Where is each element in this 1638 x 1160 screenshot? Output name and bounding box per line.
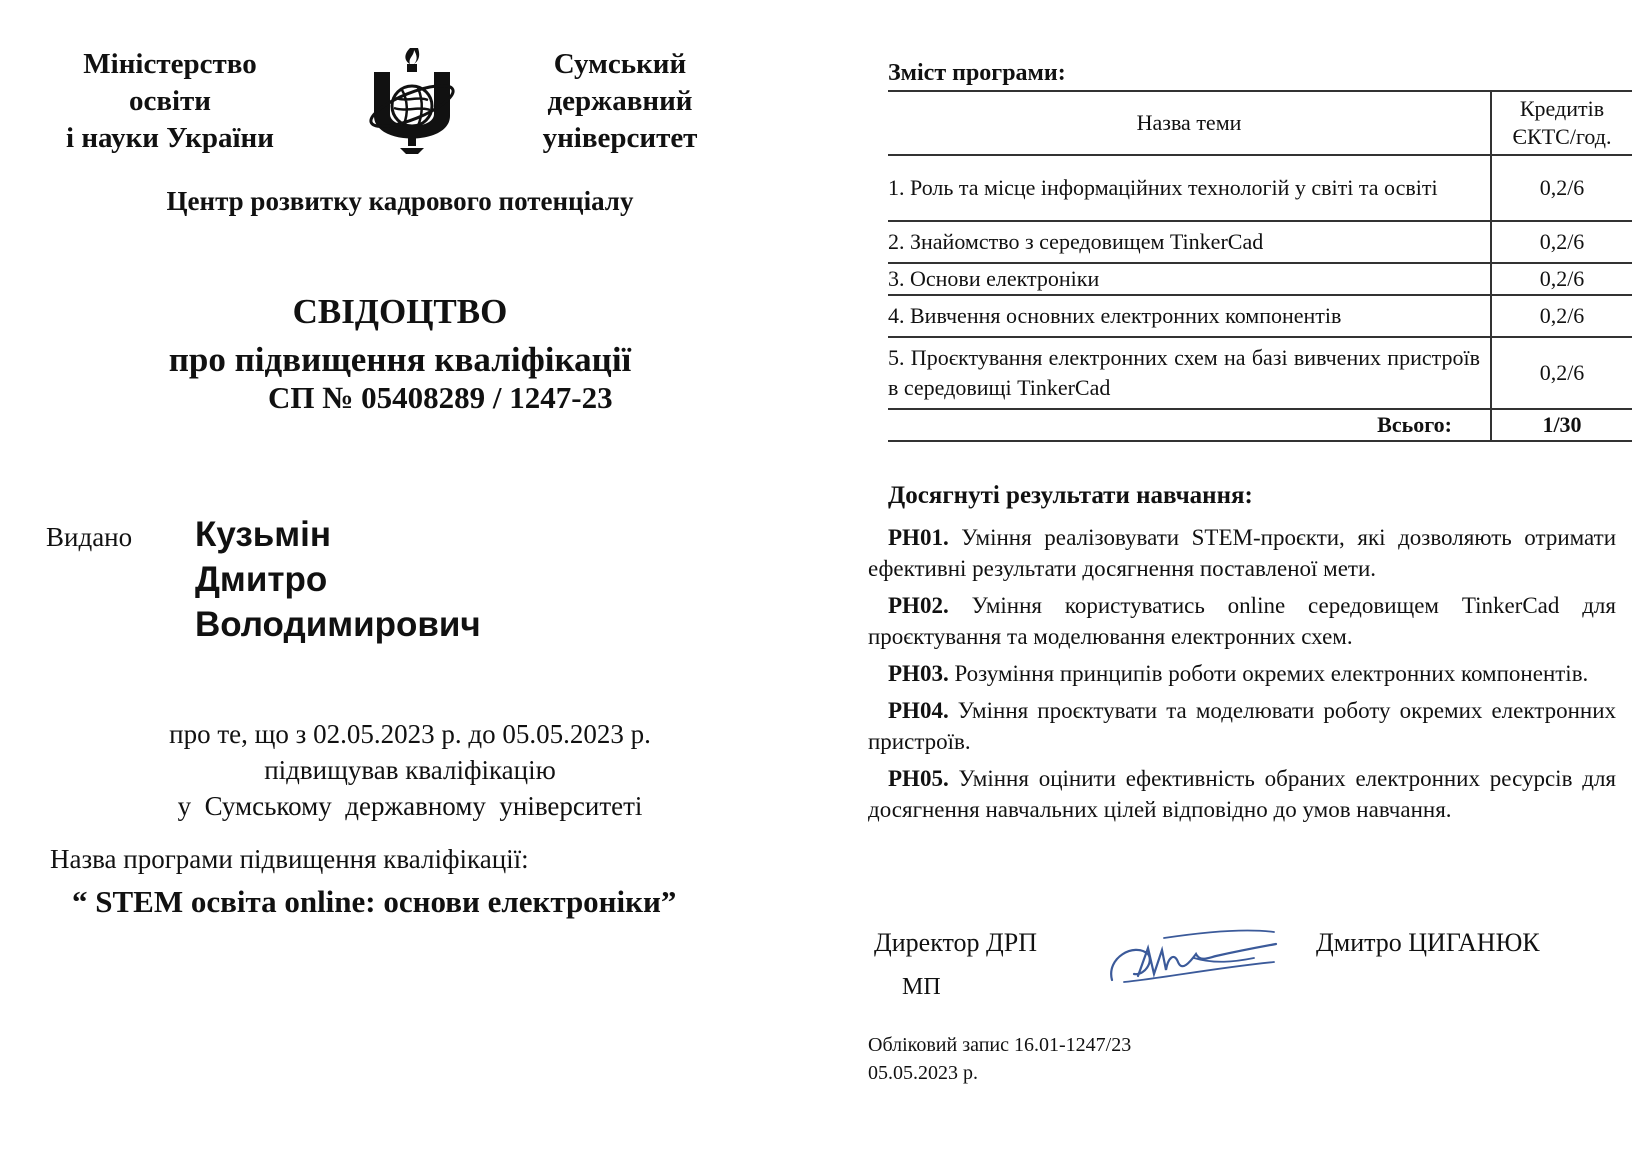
statement: про те, що з 02.05.2023 р. до 05.05.2023 р. підвищував кваліфікацію у Сумському державному університеті [169, 719, 651, 821]
certificate-subtitle: про підвищення кваліфікації [168, 340, 632, 379]
topic-cell: 2. Знайомство з середовищем TinkerCad [888, 221, 1491, 263]
topic-cell: 1. Роль та місце інформаційних технологій у світі та освіті [888, 155, 1491, 221]
credits-cell: 0,2/6 [1491, 337, 1632, 409]
result-text: Розуміння принципів роботи окремих електронних компонентів. [954, 661, 1589, 686]
certificate-title: СВІДОЦТВО [292, 292, 508, 331]
table-row [888, 155, 1632, 221]
topic-cell: 4. Вивчення основних електронних компонентів [888, 295, 1491, 337]
result-code: РН01. [888, 525, 949, 550]
university-logo [362, 46, 462, 156]
result-item [868, 590, 1616, 652]
credits-cell: 0,2/6 [1491, 295, 1632, 337]
signatory-position: Директор ДРП [874, 928, 1037, 957]
result-item [868, 695, 1616, 757]
recipient-patronymic: Володимирович [195, 605, 481, 644]
issued-label: Видано [46, 522, 133, 552]
university-name: Сумський державний університет [542, 48, 698, 154]
topic-cell: 3. Основи електроніки [888, 263, 1491, 295]
result-code: РН04. [888, 698, 949, 723]
result-text: Уміння користуватись online середовищем TinkerCad для проєктування та моделювання електронних схем. [868, 593, 1616, 649]
credits-cell: 0,2/6 [1491, 221, 1632, 263]
table-row [888, 295, 1632, 337]
table-row [888, 263, 1632, 295]
credits-cell: 0,2/6 [1491, 263, 1632, 295]
result-code: РН02. [888, 593, 949, 618]
result-text: Уміння реалізовувати STEM-проєкти, які дозволяють отримати ефективні результати досягнення поставленої мети. [868, 525, 1617, 581]
certificate-number: СП № 05408289 / 1247-23 [268, 380, 613, 415]
result-code: РН05. [888, 766, 949, 791]
total-value: 1/30 [1491, 409, 1632, 441]
result-text: Уміння оцінити ефективність обраних електронних ресурсів для досягнення навчальних цілей відповідно до умов навчання. [868, 766, 1616, 822]
table-row [888, 221, 1632, 263]
result-item [868, 763, 1616, 825]
result-text: Уміння проєктувати та моделювати роботу окремих електронних пристроїв. [868, 698, 1617, 754]
results-list [868, 522, 1616, 831]
table-row [888, 337, 1632, 409]
result-item [868, 522, 1616, 584]
table-header-row [888, 91, 1632, 155]
recipient-name [195, 512, 481, 647]
topic-cell: 5. Проєктування електронних схем на базі вивчених пристроїв в середовищі TinkerCad [888, 337, 1491, 409]
signatory-name: Дмитро ЦИГАНЮК [1316, 928, 1540, 957]
ministry-name: Міністерство освіти і науки України [66, 48, 274, 154]
record-entry: Обліковий запис 16.01-1247/23 [868, 1034, 1132, 1056]
total-label: Всього: [888, 409, 1491, 441]
record-date: 05.05.2023 р. [868, 1062, 978, 1084]
result-code: РН03. [888, 661, 949, 686]
content-heading: Зміст програми: [888, 60, 1066, 86]
program-label: Назва програми підвищення кваліфікації: [50, 844, 529, 874]
program-content-table [888, 90, 1632, 442]
center-name: Центр розвитку кадрового потенціалу [166, 186, 634, 216]
column-header-topic: Назва теми [888, 91, 1491, 155]
result-item [868, 658, 1616, 689]
recipient-first-name: Дмитро [195, 560, 328, 599]
program-name: “ STEM освіта online: основи електроніки” [72, 884, 677, 919]
seal-mark: МП [902, 974, 941, 1000]
column-header-credits: Кредитів ЄКТС/год. [1491, 91, 1632, 155]
results-heading: Досягнуті результати навчання: [888, 482, 1253, 509]
recipient-surname: Кузьмін [195, 515, 332, 554]
signature-image [1104, 918, 1284, 998]
credits-cell: 0,2/6 [1491, 155, 1632, 221]
table-total-row [888, 409, 1632, 441]
